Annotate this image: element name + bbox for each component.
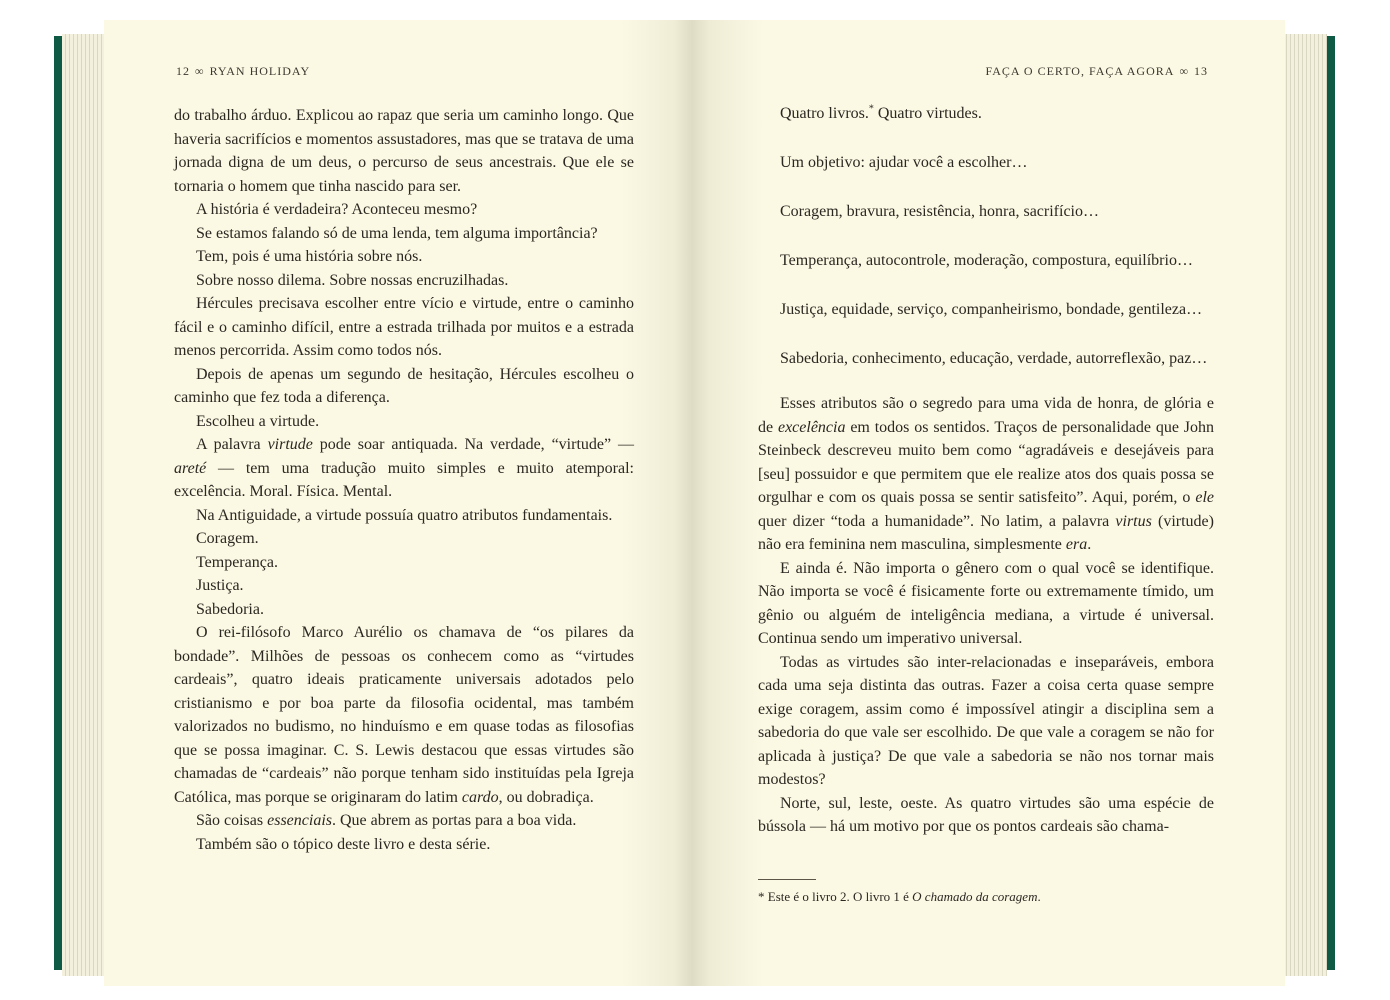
infinity-icon: ∞ bbox=[195, 64, 205, 78]
right-page-text bbox=[758, 392, 1214, 839]
paragraph: Sobre nosso dilema. Sobre nossas encruzilhadas. bbox=[196, 271, 509, 289]
right-page-stack bbox=[1283, 34, 1327, 976]
right-cover-edge bbox=[1327, 36, 1335, 970]
paragraph: do trabalho árduo. Explicou ao rapaz que seria um caminho longo. Que haveria sacrifícios e momentos assustadores, mas que se tratava de uma jornada digna de um deus, o percurso de seus ancestrais. Que ele se tornaria o homem que tinha nascido para ser. bbox=[174, 107, 634, 195]
paragraph: Tem, pois é uma história sobre nós. bbox=[196, 248, 423, 265]
paragraph: Também são o tópico deste livro e desta série. bbox=[196, 835, 491, 853]
author-name: RYAN HOLIDAY bbox=[209, 64, 311, 78]
virtue-list-courage: Coragem, bravura, resistência, honra, sacrifício… bbox=[780, 203, 1099, 220]
footnote-rule bbox=[758, 879, 816, 880]
paragraph: A história é verdadeira? Aconteceu mesmo? bbox=[196, 201, 478, 218]
paragraph-atributos: Esses atributos são o segredo para uma vida de honra, de glória e de excelência em todos os sentidos. Traços de personalidade que John Steinbeck descreveu muito bem como “agradáveis e desejáveis para [seu] possuidor e que permitem que ele realize atos dos quais possa se orgulhar e com os quais possa se sentir satisfeito”. Aqui, porém, o ele quer dizer “toda a humanidade”. No latim, a palavra virtus (virtude) não era feminina nem masculina, simplesmente era. bbox=[758, 395, 1214, 553]
left-page-text bbox=[174, 104, 634, 856]
infinity-icon: ∞ bbox=[1179, 64, 1189, 78]
paragraph-essenciais: São coisas essenciais. Que abrem as portas para a boa vida. bbox=[196, 812, 577, 829]
virtue-item: Justiça. bbox=[196, 577, 244, 594]
paragraph: Todas as virtudes são inter-relacionadas e inseparáveis, embora cada uma seja distinta das outras. Fazer a coisa certa quase sempre exige coragem, assim como é impossível atingir a disciplina sem a sabedoria do que vale ser escolhido. De que vale a coragem se não for aplicada à justiça? De que vale a sabedoria se não nos tornar mais modestos? bbox=[758, 653, 1214, 788]
paragraph: E ainda é. Não importa o gênero com o qual você se identifique. Não importa se você é fisicamente forte ou extremamente tímido, um gênio ou alguém de inteligência mediana, a virtude é universal. Continua sendo um imperativo universal. bbox=[758, 559, 1214, 647]
virtue-item: Coragem. bbox=[196, 530, 259, 547]
paragraph: Escolheu a virtude. bbox=[196, 412, 320, 430]
footnote-mark: * bbox=[868, 103, 874, 115]
left-cover-edge bbox=[54, 36, 62, 970]
intro-line: Quatro livros.* Quatro virtudes. bbox=[780, 103, 982, 122]
virtue-lists bbox=[780, 102, 1220, 396]
right-page-number: 13 bbox=[1194, 64, 1208, 78]
virtue-list-temperance: Temperança, autocontrole, moderação, compostura, equilíbrio… bbox=[780, 252, 1193, 269]
paragraph: Hércules precisava escolher entre vício e virtude, entre o caminho fácil e o caminho difícil, entre a estrada trilhada por muitos e a estrada menos percorrida. Assim como todos nós. bbox=[174, 295, 634, 359]
virtue-list-wisdom: Sabedoria, conhecimento, educação, verdade, autorreflexão, paz… bbox=[780, 350, 1208, 367]
right-running-head bbox=[985, 64, 1208, 79]
footnote: * Este é o livro 2. O livro 1 é O chamado da coragem. bbox=[758, 889, 1041, 904]
paragraph: Depois de apenas um segundo de hesitação, Hércules escolheu o caminho que fez toda a diferença. bbox=[174, 365, 634, 406]
paragraph: Na Antiguidade, a virtude possuía quatro atributos fundamentais. bbox=[196, 506, 613, 524]
virtue-list-justice: Justiça, equidade, serviço, companheirismo, bondade, gentileza… bbox=[780, 301, 1203, 318]
paragraph: Norte, sul, leste, oeste. As quatro virtudes são uma espécie de bússola — há um motivo por que os pontos cardeais são chama- bbox=[758, 794, 1214, 835]
paragraph-marco-aurelio: O rei-filósofo Marco Aurélio os chamava de “os pilares da bondade”. Milhões de pessoas os conhecem como as “virtudes cardeais”, quatro ideais praticamente universais adotados pelo cristianismo e por boa parte da filosofia ocidental, mas também valorizados no budismo, no hinduísmo e em quase todas as filosofias que se possa imaginar. C. S. Lewis destacou que essas virtudes são chamadas de “cardeais” não porque tenham sido instituídas pela Igreja Católica, mas porque se originaram do latim cardo, ou dobradiça. bbox=[174, 624, 634, 806]
left-running-head bbox=[176, 64, 310, 79]
virtue-item: Sabedoria. bbox=[196, 600, 264, 618]
left-page-stack bbox=[62, 34, 106, 976]
left-page-number: 12 bbox=[176, 64, 190, 78]
book-title: FAÇA O CERTO, FAÇA AGORA bbox=[985, 64, 1175, 78]
objective-line: Um objetivo: ajudar você a escolher… bbox=[780, 154, 1028, 171]
paragraph: Se estamos falando só de uma lenda, tem alguma importância? bbox=[196, 224, 598, 242]
paragraph-virtude: A palavra virtude pode soar antiquada. Na verdade, “virtude” — areté — tem uma tradução muito simples e muito atemporal: excelência. Moral. Física. Mental. bbox=[174, 436, 634, 500]
virtue-item: Temperança. bbox=[196, 553, 278, 571]
